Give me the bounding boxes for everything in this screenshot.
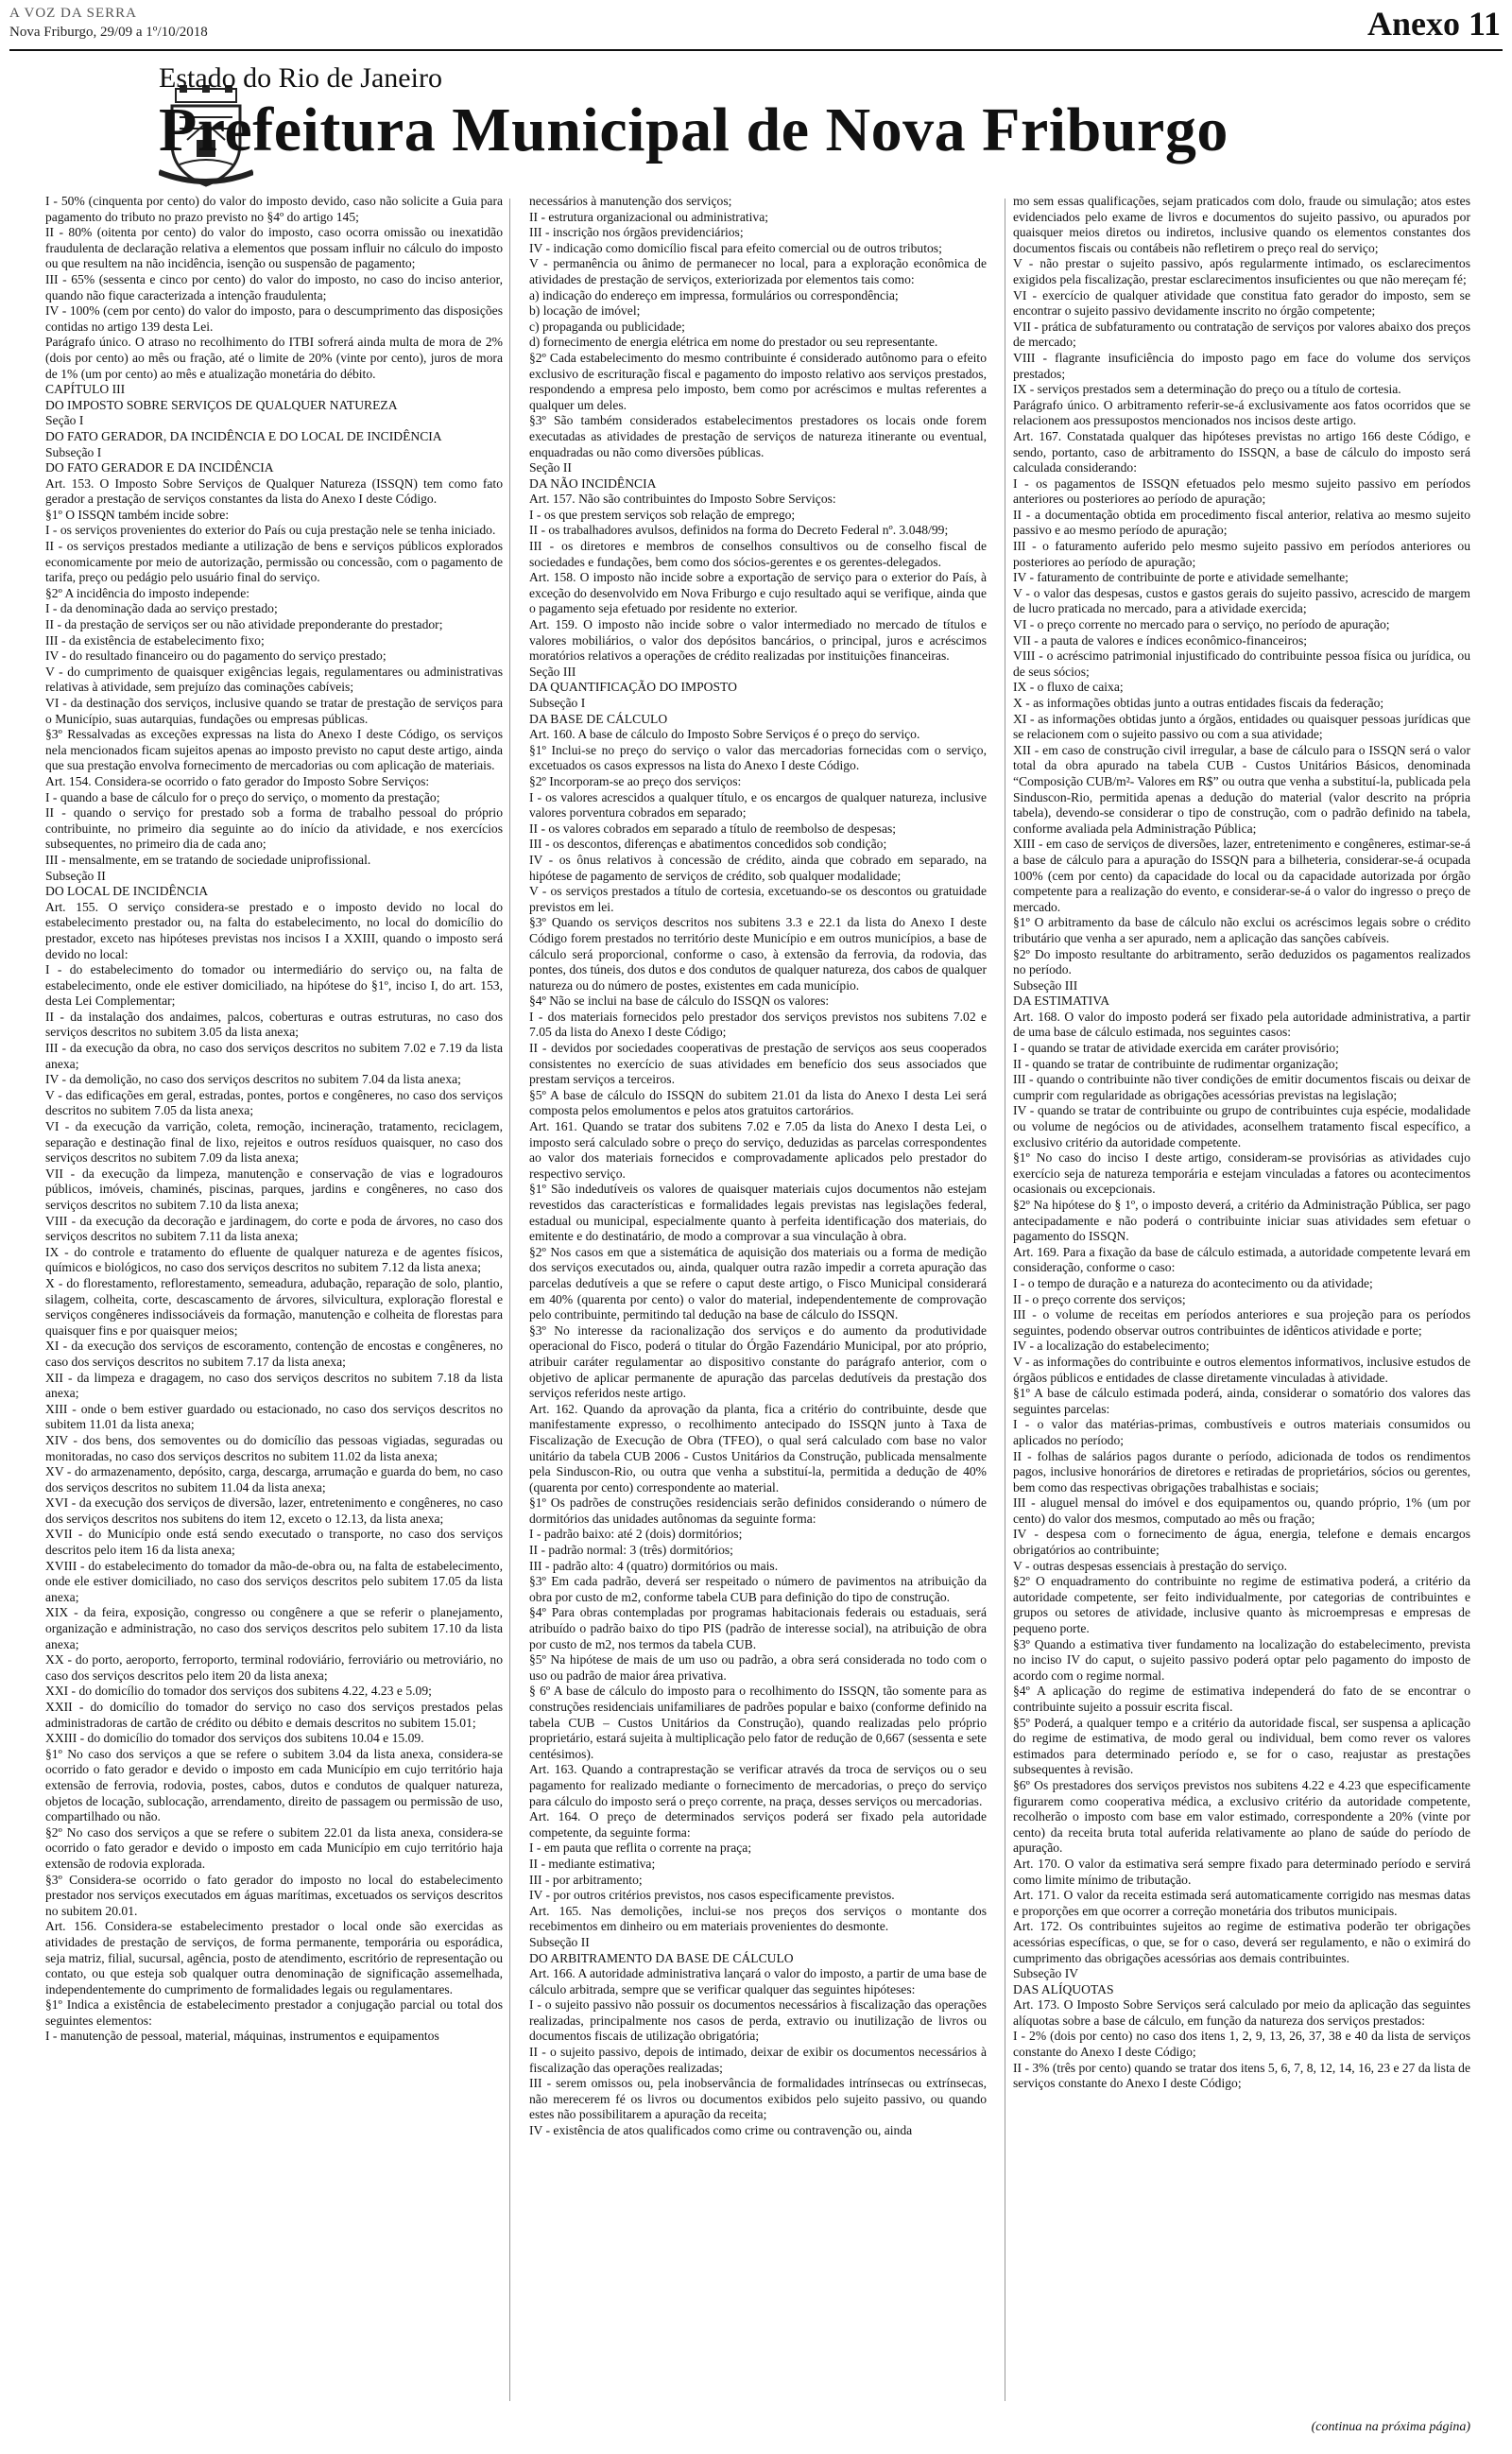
paragraph: VIII - flagrante insuficiência do imposto pago em face do volume dos serviços prestados; bbox=[1013, 350, 1470, 381]
paragraph: VIII - o acréscimo patrimonial injustificado do contribuinte pessoa física ou jurídica, ou de seus sócios; bbox=[1013, 648, 1470, 679]
paragraph: II - da instalação dos andaimes, palcos, coberturas e outras estruturas, no caso dos serviços descritos no subitem 3.05 da lista anexa; bbox=[45, 1009, 503, 1040]
paragraph: Art. 170. O valor da estimativa será sempre fixado para determinado período e servirá como limite mínimo de tributação. bbox=[1013, 1856, 1470, 1887]
paragraph: DO FATO GERADOR E DA INCIDÊNCIA bbox=[45, 460, 274, 475]
paragraph: IV - existência de atos qualificados como crime ou contravenção ou, ainda bbox=[529, 2123, 913, 2138]
paragraph: III - mensalmente, em se tratando de sociedade uniprofissional. bbox=[45, 852, 371, 867]
text-column-3 bbox=[1013, 194, 1470, 2415]
paragraph: Art. 156. Considera-se estabelecimento prestador o local onde são exercidas as atividades de prestação de serviços, de forma permanente, temporária ou esporádica, seja matriz, filial, sucursal, agência, posto de atendimento, escritório de representação ou contato, ou que esteja sob qualquer outra denominação de significação assemelhada, independentemente do cumprimento de formalidades legais ou regulamentares. bbox=[45, 1919, 503, 1996]
paragraph: XII - da limpeza e dragagem, no caso dos serviços descritos no subitem 7.18 da lista anexa; bbox=[45, 1370, 503, 1401]
paragraph: Art. 163. Quando a contraprestação se verificar através da troca de serviços ou o seu pagamento for realizado mediante o fornecimento de mercadorias, o preço do serviço para cálculo do imposto será o preço corrente, na praça, desses serviços ou mercadorias. bbox=[529, 1762, 987, 1808]
paragraph: §1º São indedutíveis os valores de quaisquer materiais cujos documentos não estejam revestidos das características e formalidades legais previstas nas legislações federal, estadual ou municipal, especialmente quanto à perfeita identificação dos materiais, do emitente e do destinatário, de modo a comprovar a sua vinculação à obra. bbox=[529, 1182, 987, 1244]
paragraph: I - 2% (dois por cento) no caso dos itens 1, 2, 9, 13, 26, 37, 38 e 40 da lista de serviços constante do Anexo I deste Código; bbox=[1013, 2029, 1470, 2060]
paragraph: DA QUANTIFICAÇÃO DO IMPOSTO bbox=[529, 680, 737, 695]
paragraph: §1º No caso do inciso I deste artigo, consideram-se provisórias as atividades cujo exercício seja de natureza temporária e estejam vinculadas a fatores ou acontecimentos ocasionais ou excepcionais. bbox=[1013, 1150, 1470, 1197]
paragraph: Art. 166. A autoridade administrativa lançará o valor do imposto, a partir de uma base de cálculo arbitrada, sempre que se verificar qualquer das seguintes hipóteses: bbox=[529, 1966, 987, 1996]
paragraph: V - as informações do contribuinte e outros elementos informativos, inclusive estudos de órgãos públicos e entidades de classe diretamente vinculadas à atividade. bbox=[1013, 1354, 1470, 1385]
paragraph: II - quando o serviço for prestado sob a forma de trabalho pessoal do próprio contribuinte, no primeiro dia seguinte ao do início da atividade, e nos exercícios subsequentes, no primeiro dia de cada ano; bbox=[45, 805, 503, 852]
paragraph: VII - da execução da limpeza, manutenção e conservação de vias e logradouros públicos, imóveis, chaminés, piscinas, parques, jardins e congêneres, no caso dos serviços descritos no subitem 7.10 da lista anexa; bbox=[45, 1166, 503, 1212]
paragraph: II - quando se tratar de contribuinte de rudimentar organização; bbox=[1013, 1056, 1339, 1071]
paragraph: II - a documentação obtida em procedimento fiscal anterior, relativa ao mesmo sujeito passivo e ao mesmo período de apuração; bbox=[1013, 507, 1470, 538]
paragraph: Seção I bbox=[45, 413, 84, 428]
paragraph: XVIII - do estabelecimento do tomador da mão-de-obra ou, na falta de estabelecimento, onde ele estiver domiciliado, no caso dos serviços descritos pelo subitem 17.05 da lista anexa; bbox=[45, 1558, 503, 1604]
paragraph: §3º Considera-se ocorrido o fato gerador do imposto no local do estabelecimento prestador nos serviços executados em águas marítimas, excetuados os serviços descritos no subitem 20.01. bbox=[45, 1872, 503, 1918]
annex-title: Anexo 11 bbox=[1366, 5, 1501, 43]
paragraph: V - das edificações em geral, estradas, pontes, portos e congêneres, no caso dos serviços descritos no subitem 7.05 da lista anexa; bbox=[45, 1087, 503, 1118]
paragraph: § 6º A base de cálculo do imposto para o recolhimento do ISSQN, tão somente para as construções residenciais unifamiliares de padrões popular e baixo (conforme definido na tabela CUB – Custos Unitários da Construção), quando realizadas pelo próprio proprietário, estará sujeita à multiplicação pelo fator de redução de 0,667 (sessenta e sete centésimos). bbox=[529, 1684, 987, 1761]
paragraph: I - o tempo de duração e a natureza do acontecimento ou da atividade; bbox=[1013, 1275, 1373, 1290]
paragraph: VII - a pauta de valores e índices econômico-financeiros; bbox=[1013, 632, 1308, 648]
paragraph: VI - da destinação dos serviços, inclusive quando se tratar de prestação de serviços para o Município, suas autarquias, fundações ou empresas públicas. bbox=[45, 696, 503, 726]
paragraph: XII - em caso de construção civil irregular, a base de cálculo para o ISSQN será o valor total da obra apurado na tabela CUB - Custos Unitários Básicos, denominada “Composição CUB/m²- Valores em R$” ou outra que venha a substituí-la, publicada pela Sinduscon-Rio, permitida apenas a dedução do material (valor descrito na própria tabela), devendo-se considerar o tipo de construção, com o padrão definido na tabela, conforme avaliada pela Administração Pública; bbox=[1013, 742, 1470, 836]
paragraph: §1º Indica a existência de estabelecimento prestador a conjugação parcial ou total dos seguintes elementos: bbox=[45, 1997, 503, 2028]
paragraph: XVII - do Município onde está sendo executado o transporte, no caso dos serviços descritos pelo item 16 da lista anexa; bbox=[45, 1527, 503, 1558]
paragraph: I - os valores acrescidos a qualquer título, e os encargos de qualquer natureza, inclusive valores porventura cobrados em separado; bbox=[529, 789, 987, 821]
paragraph: DO IMPOSTO SOBRE SERVIÇOS DE QUALQUER NATUREZA bbox=[45, 397, 398, 412]
paragraph: §1º O ISSQN também incide sobre: bbox=[45, 507, 230, 522]
paragraph: II - o sujeito passivo, depois de intimado, deixar de exibir os documentos necessários à fiscalização das operações realizadas; bbox=[529, 2045, 987, 2075]
paragraph: §1º No caso dos serviços a que se refere o subitem 3.04 da lista anexa, considera-se ocorrido o fato gerador e devido o imposto em cada Município em cujo território haja extensão de ferrovia, rodovia, postes, cabos, dutos e condutos de qualquer natureza, objetos de locação, sublocação, arrendamento, direito de passagem ou permissão de uso, compartilhado ou não. bbox=[45, 1746, 503, 1824]
paragraph: §1º A base de cálculo estimada poderá, ainda, considerar o somatório dos valores das seguintes parcelas: bbox=[1013, 1386, 1470, 1416]
paragraph: Art. 169. Para a fixação da base de cálculo estimada, a autoridade competente levará em consideração, conforme o caso: bbox=[1013, 1244, 1470, 1275]
paragraph: V - não prestar o sujeito passivo, após regularmente intimado, os esclarecimentos exigidos pela fiscalização, prestar esclarecimentos insuficientes ou que não mereçam fé; bbox=[1013, 256, 1470, 286]
paragraph: IX - o fluxo de caixa; bbox=[1013, 680, 1124, 695]
paragraph: IV - despesa com o fornecimento de água, energia, telefone e demais encargos obrigatórios ao contribuinte; bbox=[1013, 1527, 1470, 1558]
paragraph: I - manutenção de pessoal, material, máquinas, instrumentos e equipamentos bbox=[45, 2029, 439, 2044]
paragraph: I - os pagamentos de ISSQN efetuados pelo mesmo sujeito passivo em períodos anteriores ou posteriores ao período de apuração; bbox=[1013, 475, 1470, 507]
paragraph: IV - faturamento de contribuinte de porte e atividade semelhante; bbox=[1013, 570, 1349, 585]
paragraph: XVI - da execução dos serviços de diversão, lazer, entretenimento e congêneres, no caso dos serviços descritos nos subitens do item 12, exceto o 12.13, da lista anexa; bbox=[45, 1495, 503, 1526]
newspaper-name: A VOZ DA SERRA bbox=[9, 6, 137, 21]
continue-note: (continua na próxima página) bbox=[1311, 2420, 1470, 2434]
paragraph: II - devidos por sociedades cooperativas de prestação de serviços aos seus cooperados consistentes no exercício de suas atividades em benefício dos seus associados que prestam serviços a terceiros. bbox=[529, 1041, 987, 1087]
edition-date: Nova Friburgo, 29/09 a 1º/10/2018 bbox=[9, 25, 208, 40]
text-column-2 bbox=[529, 194, 987, 2415]
paragraph: DAS ALÍQUOTAS bbox=[1013, 1981, 1114, 1996]
paragraph: II - padrão normal: 3 (três) dormitórios; bbox=[529, 1543, 733, 1558]
paragraph: §2º Incorporam-se ao preço dos serviços: bbox=[529, 773, 742, 788]
paragraph: Art. 167. Constatada qualquer das hipóteses previstas no artigo 166 deste Código, e sendo, portanto, caso de arbitramento do ISSQN, a base de cálculo do imposto será calculada considerando: bbox=[1013, 428, 1470, 475]
paragraph: II - da prestação de serviços ser ou não atividade preponderante do prestador; bbox=[45, 617, 443, 632]
paragraph: I - 50% (cinquenta por cento) do valor do imposto devido, caso não solicite a Guia para pagamento do tributo no prazo previsto no §4º do artigo 145; bbox=[45, 194, 503, 224]
paragraph: Parágrafo único. O atraso no recolhimento do ITBI sofrerá ainda multa de mora de 2% (dois por cento) ao mês ou fração, até o limite de 20% (vinte por cento), juros de mora de 1% (um por cento) ao mês e atualização monetária do débito. bbox=[45, 335, 503, 381]
paragraph: Subseção II bbox=[529, 1934, 590, 1949]
newspaper-header bbox=[9, 0, 1503, 51]
paragraph: Art. 153. O Imposto Sobre Serviços de Qualquer Natureza (ISSQN) tem como fato gerador a prestação de serviços constantes da lista do Anexo I deste Código. bbox=[45, 475, 503, 507]
paragraph: §2º O enquadramento do contribuinte no regime de estimativa poderá, a critério da autoridade competente, ser feito individualmente, por categorias de contribuintes e grupos ou setores de atividade, inclusive quanto às microempresas e empresas de pequeno porte. bbox=[1013, 1574, 1470, 1636]
paragraph: V - os serviços prestados a título de cortesia, excetuando-se os descontos ou gratuidade previstos em lei. bbox=[529, 884, 987, 914]
paragraph: XXI - do domicílio do tomador dos serviços dos subitens 4.22, 4.23 e 5.09; bbox=[45, 1684, 432, 1699]
paragraph: mo sem essas qualificações, sejam praticados com dolo, fraude ou simulação; atos estes evidenciados pelo exame de livros e documentos do sujeito passivo, ou apurados por quaisquer meios diretos ou indiretos, inclusive quando os elementos constantes dos documentos fiscais ou contábeis não refletirem o preço real do serviço; bbox=[1013, 194, 1470, 255]
paragraph: DA ESTIMATIVA bbox=[1013, 994, 1110, 1009]
paragraph: XI - as informações obtidas junto a órgãos, entidades ou quaisquer pessoas jurídicas que se relacionem com o sujeito passivo ou com a sua atividade; bbox=[1013, 711, 1470, 742]
paragraph: b) locação de imóvel; bbox=[529, 303, 641, 319]
paragraph: c) propaganda ou publicidade; bbox=[529, 319, 685, 334]
paragraph: III - inscrição nos órgãos previdenciários; bbox=[529, 225, 744, 240]
paragraph: III - da existência de estabelecimento fixo; bbox=[45, 632, 265, 648]
paragraph: CAPÍTULO III bbox=[45, 382, 126, 397]
paragraph: DA NÃO INCIDÊNCIA bbox=[529, 475, 657, 491]
paragraph: II - os trabalhadores avulsos, definidos na forma do Decreto Federal nº. 3.048/99; bbox=[529, 523, 949, 538]
paragraph: Subseção II bbox=[45, 868, 106, 883]
paragraph: IV - a localização do estabelecimento; bbox=[1013, 1339, 1210, 1354]
paragraph: Art. 165. Nas demolições, inclui-se nos preços dos serviços o montante dos recebimentos em dinheiro ou em materiais provenientes do desmonte. bbox=[529, 1903, 987, 1934]
paragraph: Art. 164. O preço de determinados serviços poderá ser fixado pela autoridade competente, da seguinte forma: bbox=[529, 1809, 987, 1840]
paragraph: Art. 171. O valor da receita estimada será automaticamente corrigido nas mesmas datas e proporções em que ocorrer a correção monetária dos tributos municipais. bbox=[1013, 1888, 1470, 1918]
paragraph: II - os valores cobrados em separado a título de reembolso de despesas; bbox=[529, 821, 897, 836]
paragraph: §3º Ressalvadas as exceções expressas na lista do Anexo I deste Código, os serviços nela mencionados ficam sujeitos apenas ao imposto previsto no caput deste artigo, ainda que sua prestação envolva fornecimento de mercadorias ou com aplicação de materiais. bbox=[45, 727, 503, 773]
text-column-1 bbox=[45, 194, 503, 2415]
prefecture-title: Prefeitura Municipal de Nova Friburgo bbox=[159, 95, 1228, 164]
paragraph: Subseção III bbox=[1013, 977, 1078, 993]
paragraph: Parágrafo único. O arbitramento referir-se-á exclusivamente aos fatos ocorridos que se relacionem aos pressupostos mencionados nos incisos deste artigo. bbox=[1013, 397, 1470, 428]
paragraph: Seção III bbox=[529, 664, 576, 679]
paragraph: III - o faturamento auferido pelo mesmo sujeito passivo em períodos anteriores ou posteriores ao período de apuração; bbox=[1013, 539, 1470, 569]
paragraph: III - aluguel mensal do imóvel e dos equipamentos ou, quando próprio, 1% (um por cento) do valor dos mesmos, computado ao mês ou fração; bbox=[1013, 1495, 1470, 1526]
paragraph: VII - prática de subfaturamento ou contratação de serviços por valores abaixo dos preços de mercado; bbox=[1013, 319, 1470, 350]
paragraph: II - 3% (três por cento) quando se tratar dos itens 5, 6, 7, 8, 12, 14, 16, 23 e 27 da lista de serviços constante do Anexo I deste Código; bbox=[1013, 2060, 1470, 2091]
paragraph: §2º Cada estabelecimento do mesmo contribuinte é considerado autônomo para o efeito exclusivo de escrituração fiscal e pagamento do imposto relativo aos serviços prestados, respondendo a empresa pelo imposto, bem como por acréscimos e multas referentes a qualquer um deles. bbox=[529, 350, 987, 412]
paragraph: II - mediante estimativa; bbox=[529, 1856, 656, 1871]
paragraph: III - da execução da obra, no caso dos serviços descritos no subitem 7.02 e 7.19 da lista anexa; bbox=[45, 1041, 503, 1071]
paragraph: §2º A incidência do imposto independe: bbox=[45, 585, 250, 600]
paragraph: Art. 158. O imposto não incide sobre a exportação de serviço para o exterior do País, à exceção do desenvolvido em Nova Friburgo e cujo resultado aqui se verifique, ainda que o pagamento seja efetuado por residente no exterior. bbox=[529, 570, 987, 616]
paragraph: IV - 100% (cem por cento) do valor do imposto, para o descumprimento das disposições contidas no artigo 139 desta Lei. bbox=[45, 303, 503, 334]
paragraph: Seção II bbox=[529, 460, 572, 475]
paragraph: XXII - do domicílio do tomador do serviço no caso dos serviços prestados pelas administradoras de cartão de crédito ou débito e demais descritos no subitem 15.01; bbox=[45, 1700, 503, 1730]
paragraph: §1º O arbitramento da base de cálculo não exclui os acréscimos legais sobre o crédito tributário que venha a ser apurado, nem a aplicação das sanções cabíveis. bbox=[1013, 915, 1470, 945]
paragraph: XIV - dos bens, dos semoventes ou do domicílio das pessoas vigiadas, seguradas ou monitoradas, no caso dos serviços descritos no subitem 11.02 da lista anexa; bbox=[45, 1432, 503, 1463]
paragraph: III - por arbitramento; bbox=[529, 1872, 643, 1887]
paragraph: §1º Inclui-se no preço do serviço o valor das mercadorias fornecidas com o serviço, excetuados os casos expressos na lista do Anexo I deste Código. bbox=[529, 742, 987, 773]
paragraph: Art. 160. A base de cálculo do Imposto Sobre Serviços é o preço do serviço. bbox=[529, 727, 920, 742]
paragraph: XIII - onde o bem estiver guardado ou estacionado, no caso dos serviços descritos no subitem 11.01 da lista anexa; bbox=[45, 1401, 503, 1432]
paragraph: §2º Nos casos em que a sistemática de aquisição dos materiais ou a forma de medição dos serviços executados ou, ainda, qualquer outra razão impedir a correta apuração das parcelas dedutíveis a que se refere o caput deste artigo, o Fisco Municipal considerará em 40% (quarenta por cento) o valor do material, independentemente de comprovação pelo contribuinte, permitindo tal dedução na base de cálculo do ISSQN. bbox=[529, 1244, 987, 1322]
paragraph: DO FATO GERADOR, DA INCIDÊNCIA E DO LOCAL DE INCIDÊNCIA bbox=[45, 428, 442, 443]
paragraph: I - quando se tratar de atividade exercida em caráter provisório; bbox=[1013, 1041, 1339, 1056]
article-columns bbox=[45, 194, 1470, 2415]
paragraph: IV - os ônus relativos à concessão de crédito, ainda que cobrado em separado, na hipótese de pagamento de serviços de crédito, sob qualquer modalidade; bbox=[529, 852, 987, 883]
paragraph: V - o valor das despesas, custos e gastos gerais do sujeito passivo, acrescido de margem de lucro praticada no mercado, para a atividade exercida; bbox=[1013, 585, 1470, 616]
paragraph: §5º Na hipótese de mais de um uso ou padrão, a obra será considerada no todo com o uso ou padrão de maior área privativa. bbox=[529, 1652, 987, 1683]
paragraph: X - as informações obtidas junto a outras entidades fiscais da federação; bbox=[1013, 696, 1384, 710]
paragraph: III - 65% (sessenta e cinco por cento) do valor do imposto, no caso do inciso anterior, quando não fique caracterizada a intenção fraudulenta; bbox=[45, 271, 503, 302]
paragraph: Art. 162. Quando da aprovação da planta, fica a critério do contribuinte, desde que manifestamente expresso, o recolhimento antecipado do ISSQN junto à Taxa de Fiscalização de Execução de Obra (TFEO), o qual será calculado com base no valor unitário da tabela CUB 2006 - Custos Unitários da Construção, publicada mensalmente pela Sinduscon-Rio, ou outra que venha a substituí-la, permitida a dedução de 40% (quarenta por cento) correspondente ao material. bbox=[529, 1401, 987, 1495]
paragraph: IV - por outros critérios previstos, nos casos especificamente previstos. bbox=[529, 1888, 895, 1903]
paragraph: I - o sujeito passivo não possuir os documentos necessários à fiscalização das operações realizadas, principalmente nos casos de perda, extravio ou inutilização de livros ou documentos fiscais de utilização obrigatória; bbox=[529, 1997, 987, 2044]
paragraph: IV - quando se tratar de contribuinte ou grupo de contribuintes cuja espécie, modalidade ou volume de negócios ou de atividades, aconselhem tratamento fiscal específico, a exclusivo critério da autoridade competente. bbox=[1013, 1103, 1470, 1149]
paragraph: §3º Quando a estimativa tiver fundamento na localização do estabelecimento, prevista no inciso IV do caput, o sujeito passivo poderá optar pelo pagamento do imposto de acordo com o regime normal. bbox=[1013, 1636, 1470, 1683]
paragraph: IX - serviços prestados sem a determinação do preço ou a título de cortesia. bbox=[1013, 382, 1401, 397]
paragraph: Art. 161. Quando se tratar dos subitens 7.02 e 7.05 da lista do Anexo I desta Lei, o imposto será calculado sobre o preço do serviço, deduzidas as parcelas correspondentes ao valor dos materiais fornecidos e comprovadamente aplicados pelo prestador do respectivo serviço. bbox=[529, 1119, 987, 1181]
paragraph: Art. 173. O Imposto Sobre Serviços será calculado por meio da aplicação das seguintes alíquotas sobre a base de cálculo, em função da natureza dos serviços prestados: bbox=[1013, 1997, 1470, 2028]
paragraph: IV - do resultado financeiro ou do pagamento do serviço prestado; bbox=[45, 648, 387, 664]
paragraph: I - do estabelecimento do tomador ou intermediário do serviço ou, na falta de estabelecimento, onde ele estiver domiciliado, na hipótese do §1º, inciso I, do art. 153, desta Lei Complementar; bbox=[45, 962, 503, 1009]
paragraph: III - os descontos, diferenças e abatimentos concedidos sob condição; bbox=[529, 837, 887, 852]
paragraph: VI - o preço corrente no mercado para o serviço, no período de apuração; bbox=[1013, 617, 1390, 632]
paragraph: Art. 168. O valor do imposto poderá ser fixado pela autoridade administrativa, a partir de uma base de cálculo estimada, nos seguintes casos: bbox=[1013, 1009, 1470, 1040]
paragraph: §4º A aplicação do regime de estimativa independerá do fato de se encontrar o contribuinte sujeito a possuir escrita fiscal. bbox=[1013, 1684, 1470, 1714]
paragraph: Art. 159. O imposto não incide sobre o valor intermediado no mercado de títulos e valores mobiliários, o valor dos depósitos bancários, o principal, juros e acréscimos moratórios relativos a operações de crédito realizadas por instituições financeiras. bbox=[529, 617, 987, 664]
paragraph: V - do cumprimento de quaisquer exigências legais, regulamentares ou administrativas relativas à atividade, sem prejuízo das cominações cabíveis; bbox=[45, 664, 503, 695]
paragraph: §3º São também considerados estabelecimentos prestadores os locais onde forem executadas as atividades de prestação de serviços de natureza itinerante ou eventual, enquadradas ou não como diversões públicas. bbox=[529, 413, 987, 459]
paragraph: I - dos materiais fornecidos pelo prestador dos serviços previstos nos subitens 7.02 e 7.05 da lista do Anexo I deste Código; bbox=[529, 1009, 987, 1040]
paragraph: II - estrutura organizacional ou administrativa; bbox=[529, 209, 769, 224]
paragraph: III - quando o contribuinte não tiver condições de emitir documentos fiscais ou deixar de cumprir com regularidade as obrigações acessórias previstas na legislação; bbox=[1013, 1072, 1470, 1102]
paragraph: III - padrão alto: 4 (quatro) dormitórios ou mais. bbox=[529, 1558, 779, 1573]
paragraph: XXIII - do domicílio do tomador dos serviços dos subitens 10.04 e 15.09. bbox=[45, 1731, 424, 1746]
paragraph: II - os serviços prestados mediante a utilização de bens e serviços públicos explorados economicamente por meio de autorização, permissão ou concessão, com o pagamento de tarifa, preço ou pedágio pelo usuário final do serviço. bbox=[45, 539, 503, 585]
paragraph: I - padrão baixo: até 2 (dois) dormitórios; bbox=[529, 1527, 743, 1542]
paragraph: necessários à manutenção dos serviços; bbox=[529, 194, 732, 208]
paragraph: Art. 155. O serviço considera-se prestado e o imposto devido no local do estabelecimento prestador ou, na falta do estabelecimento, no local do domicílio do prestador, exceto nas hipóteses previstas nos incisos I a XXIII, quando o imposto será devido no local: bbox=[45, 899, 503, 961]
paragraph: §4º Não se inclui na base de cálculo do ISSQN os valores: bbox=[529, 994, 830, 1009]
paragraph: XX - do porto, aeroporto, ferroporto, terminal rodoviário, ferroviário ou metroviário, no caso dos serviços descritos pelo item 20 da lista anexa; bbox=[45, 1652, 503, 1683]
paragraph: I - em pauta que reflita o corrente na praça; bbox=[529, 1840, 752, 1856]
paragraph: III - o volume de receitas em períodos anteriores e sua projeção para os períodos seguintes, podendo observar outros contribuintes de idênticos atividade e porte; bbox=[1013, 1307, 1470, 1338]
paragraph: §2º Na hipótese do § 1º, o imposto deverá, a critério da Administração Pública, ser pago antecipadamente e não poderá o contribuinte iniciar suas atividades sem efetuar o pagamento do ISSQN. bbox=[1013, 1198, 1470, 1244]
paragraph: I - quando a base de cálculo for o preço do serviço, o momento da prestação; bbox=[45, 789, 440, 804]
paragraph: d) fornecimento de energia elétrica em nome do prestador ou seu representante. bbox=[529, 335, 938, 350]
paragraph: a) indicação do endereço em impressa, formulários ou correspondência; bbox=[529, 287, 899, 302]
paragraph: Art. 172. Os contribuintes sujeitos ao regime de estimativa poderão ter obrigações acessórias específicas, o que, se for o caso, deverá ser regulamento, e não o eximirá do cumprimento das obrigações acessórias aos demais contribuintes. bbox=[1013, 1919, 1470, 1965]
paragraph: V - permanência ou ânimo de permanecer no local, para a exploração econômica de atividades de prestação de serviços, exteriorizada por elementos tais como: bbox=[529, 256, 987, 286]
paragraph: I - da denominação dada ao serviço prestado; bbox=[45, 601, 278, 616]
paragraph: DO LOCAL DE INCIDÊNCIA bbox=[45, 884, 209, 899]
paragraph: §1º Os padrões de construções residenciais serão definidos considerando o número de dormitórios das unidades autônomas da seguinte forma: bbox=[529, 1495, 987, 1526]
paragraph: §5º A base de cálculo do ISSQN do subitem 21.01 da lista do Anexo I desta Lei será composta pelos emolumentos e pelos atos gratuitos cartorários. bbox=[529, 1087, 987, 1118]
paragraph: §2º Do imposto resultante do arbitramento, serão deduzidos os pagamentos realizados no período. bbox=[1013, 946, 1470, 977]
paragraph: DA BASE DE CÁLCULO bbox=[529, 711, 668, 726]
state-name: Estado do Rio de Janeiro bbox=[159, 62, 442, 94]
paragraph: Subseção I bbox=[45, 444, 102, 459]
paragraph: VI - da execução da varrição, coleta, remoção, incineração, tratamento, reciclagem, separação e destinação final de lixo, rejeitos e outros resíduos quaisquer, no caso dos serviços descritos no subitem 7.09 da lista anexa; bbox=[45, 1119, 503, 1166]
paragraph: I - os que prestem serviços sob relação de emprego; bbox=[529, 507, 796, 522]
paragraph: V - outras despesas essenciais à prestação do serviço. bbox=[1013, 1558, 1288, 1573]
paragraph: Subseção I bbox=[529, 696, 586, 710]
paragraph: DO ARBITRAMENTO DA BASE DE CÁLCULO bbox=[529, 1950, 794, 1965]
paragraph: I - os serviços provenientes do exterior do País ou cuja prestação nele se tenha iniciado. bbox=[45, 523, 496, 538]
paragraph: §6º Os prestadores dos serviços previstos nos subitens 4.22 e 4.23 que especificamente figurarem como cooperativa médica, a exclusivo critério da autoridade competente, recolherão o imposto com base em valor estimado, correspondente a 20% (vinte por cento) da receita bruta total auferida relativamente ao plano de saúde do período de apuração. bbox=[1013, 1777, 1470, 1856]
paragraph: X - do florestamento, reflorestamento, semeadura, adubação, reparação de solo, plantio, silagem, colheita, corte, descascamento de árvores, silvicultura, exploração florestal e serviços congêneres indissociáveis da formação, manutenção e colheita de florestas para quaisquer fins e por quaisquer meios; bbox=[45, 1275, 503, 1338]
paragraph: II - folhas de salários pagos durante o período, adicionada de todos os rendimentos pagos, inclusive honorários de diretores e retiradas de proprietários, sócios ou gerentes, bem como das respectivas obrigações trabalhistas e sociais; bbox=[1013, 1448, 1470, 1495]
paragraph: II - o preço corrente dos serviços; bbox=[1013, 1291, 1186, 1306]
paragraph: §3º Quando os serviços descritos nos subitens 3.3 e 22.1 da lista do Anexo I deste Código forem prestados no território deste Município e em outros municípios, a base de cálculo será proporcional, conforme o caso, à extensão da ferrovia, da rodovia, das pontes, dos túneis, dos dutos e dos condutos de qualquer natureza, dos cabos de qualquer natureza ou do número de postes, existentes em cada município. bbox=[529, 915, 987, 993]
paragraph: Art. 154. Considera-se ocorrido o fato gerador do Imposto Sobre Serviços: bbox=[45, 773, 430, 788]
paragraph: §5º Poderá, a qualquer tempo e a critério da autoridade fiscal, ser suspensa a aplicação do regime de estimativa, de modo geral ou individual, bem como rever os valores estimados para determinado período e, se for o caso, reajustar as prestações subsequentes à revisão. bbox=[1013, 1715, 1470, 1777]
masthead bbox=[159, 62, 1331, 176]
paragraph: VI - exercício de qualquer atividade que constitua fato gerador do imposto, sem se encontrar o sujeito passivo devidamente inscrito no órgão competente; bbox=[1013, 287, 1470, 319]
paragraph: XIX - da feira, exposição, congresso ou congênere a que se referir o planejamento, organização e administração, no caso dos serviços descritos pelo subitem 17.10 da lista anexa; bbox=[45, 1605, 503, 1651]
paragraph: IX - do controle e tratamento do efluente de qualquer natureza e de agentes físicos, químicos e biológicos, no caso dos serviços descritos no subitem 7.12 da lista anexa; bbox=[45, 1244, 503, 1275]
paragraph: II - 80% (oitenta por cento) do valor do imposto, caso ocorra omissão ou inexatidão fraudulenta de declaração relativa a elementos que possam influir no cálculo do imposto ou que resultem na não incidência, isenção ou suspensão de pagamento; bbox=[45, 225, 503, 271]
paragraph: VIII - da execução da decoração e jardinagem, do corte e poda de árvores, no caso dos serviços descritos no subitem 7.11 da lista anexa; bbox=[45, 1213, 503, 1244]
paragraph: III - serem omissos ou, pela inobservância de formalidades intrínsecas ou extrínsecas, não merecerem fé os livros ou documentos exibidos pelo sujeito passivo, ou quando estes não possibilitarem a apuração da receita; bbox=[529, 2076, 987, 2122]
paragraph: Subseção IV bbox=[1013, 1966, 1079, 1981]
paragraph: I - o valor das matérias-primas, combustíveis e outros materiais consumidos ou aplicados no período; bbox=[1013, 1417, 1470, 1447]
paragraph: IV - indicação como domicílio fiscal para efeito comercial ou de outros tributos; bbox=[529, 240, 942, 255]
paragraph: §3º No interesse da racionalização dos serviços e do aumento da produtividade operacional do Fisco, poderá o titular do Órgão Fazendário Municipal, por ato próprio, atribuir caráter regulamentar ao dispositivo constante do parágrafo anterior, com o objetivo de aplicar permanente de apuração das parcelas dedutíveis da prestação dos serviços referidos neste artigo. bbox=[529, 1322, 987, 1401]
paragraph: §3º Em cada padrão, deverá ser respeitado o número de pavimentos na atribuição da obra por custo de m2, conforme tabela CUB para definição do tipo de construção. bbox=[529, 1574, 987, 1604]
paragraph: IV - da demolição, no caso dos serviços descritos no subitem 7.04 da lista anexa; bbox=[45, 1072, 461, 1087]
paragraph: §2º No caso dos serviços a que se refere o subitem 22.01 da lista anexa, considera-se ocorrido o fato gerador e devido o imposto em cada Município em cujo território haja extensão de rodovia explorada. bbox=[45, 1824, 503, 1871]
paragraph: §4º Para obras contempladas por programas habitacionais federais ou estaduais, será atribuído o padrão baixo do tipo PIS (padrão de interesse social), na atribuição de obra por custo de m2, nos termos da tabela CUB. bbox=[529, 1605, 987, 1651]
paragraph: XIII - em caso de serviços de diversões, lazer, entretenimento e congêneres, estimar-se-á a base de cálculo para a apuração do ISSQN para a bilheteria, considerar-se-á ocupada 100% (cem por cento) da capacidade do local ou da capacidade autorizada por órgão competente para a realização do evento, e considerar-se-á o valor do ingresso o preço de mercado. bbox=[1013, 837, 1470, 914]
paragraph: XI - da execução dos serviços de escoramento, contenção de encostas e congêneres, no caso dos serviços descritos no subitem 7.17 da lista anexa; bbox=[45, 1339, 503, 1369]
paragraph: III - os diretores e membros de conselhos consultivos ou de conselho fiscal de sociedades e fundações, bem como dos sócios-gerentes e os gerentes-delegados. bbox=[529, 539, 987, 569]
paragraph: XV - do armazenamento, depósito, carga, descarga, arrumação e guarda do bem, no caso dos serviços descritos no subitem 11.04 da lista anexa; bbox=[45, 1464, 503, 1495]
paragraph: Art. 157. Não são contribuintes do Imposto Sobre Serviços: bbox=[529, 492, 836, 507]
